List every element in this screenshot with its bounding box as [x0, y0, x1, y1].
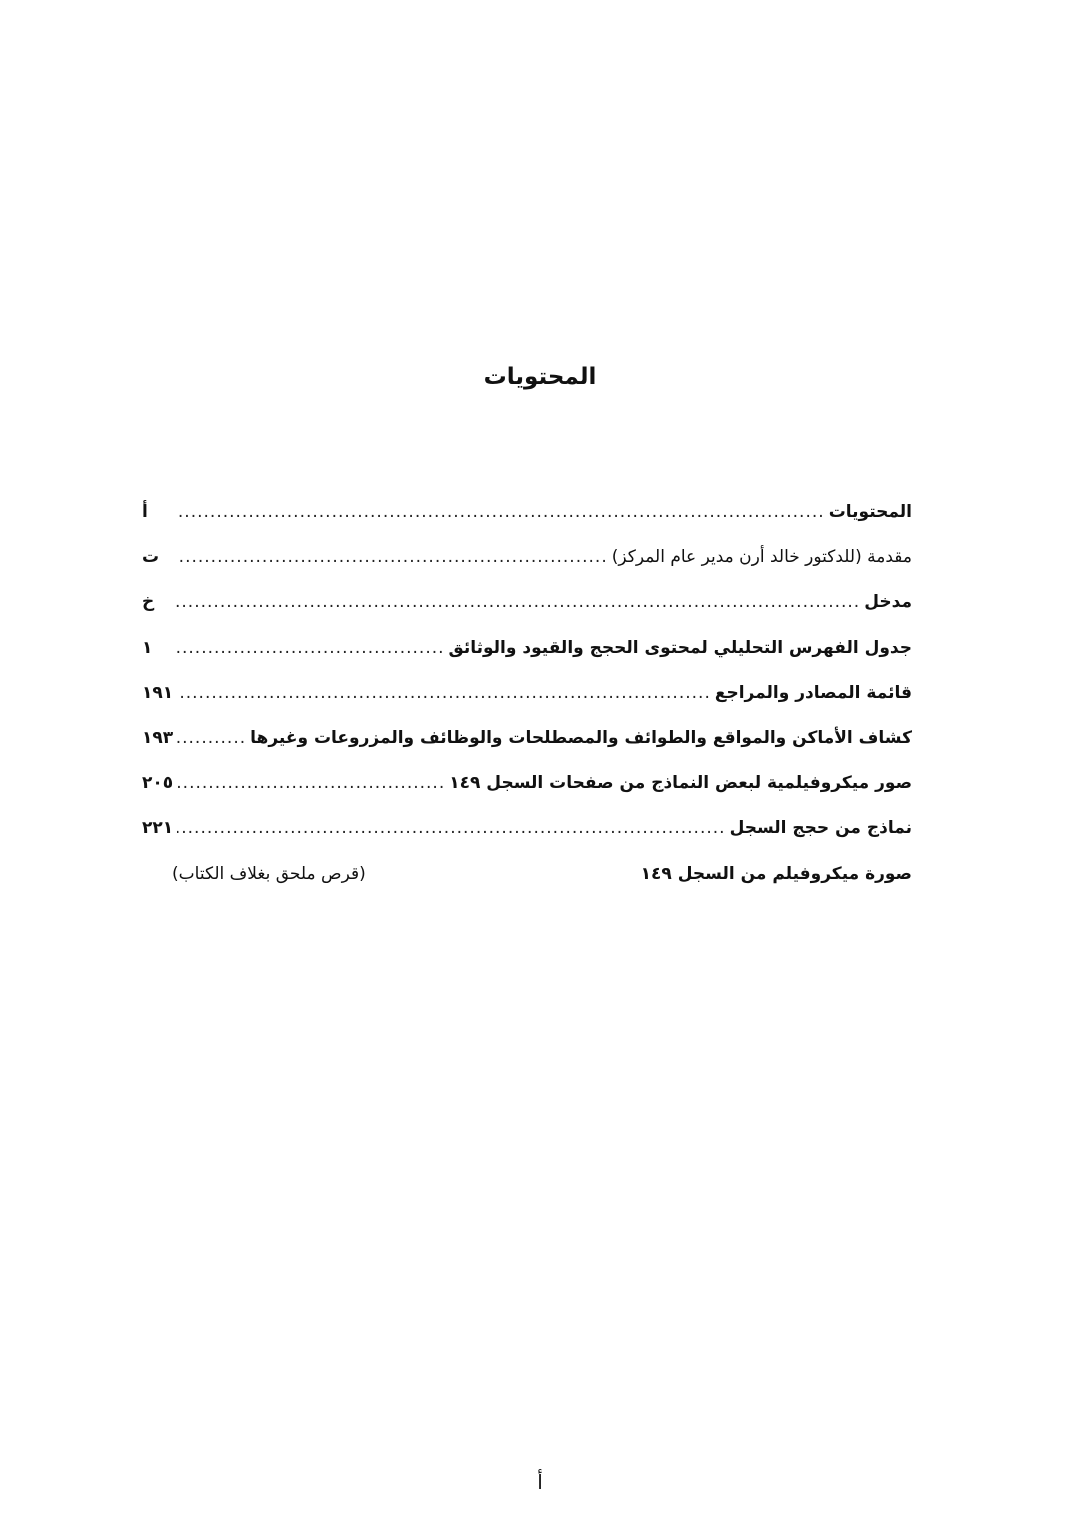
toc-entry-label: كشاف الأماكن والمواقع والطوائف والمصطلحات والوظائف والمزروعات وغيرها	[250, 727, 912, 748]
dot-leader	[176, 502, 825, 522]
toc-entry	[142, 592, 912, 637]
dot-leader	[177, 818, 725, 838]
toc-entry-page: أ	[142, 502, 148, 522]
toc-entry-note: (قرص ملحق بغلاف الكتاب)	[172, 863, 366, 884]
toc-entry-page: ١	[142, 637, 153, 658]
toc-entry-page: ٢٠٥	[142, 773, 174, 794]
dot-leader	[177, 683, 711, 703]
toc-entry-label: مدخل	[864, 592, 912, 613]
dot-leader	[176, 592, 860, 612]
dot-leader	[177, 773, 445, 793]
toc-entry-label: نماذج من حجج السجل	[729, 818, 912, 839]
toc-entry-label: جدول الفهرس التحليلي لمحتوى الحجج والقيود والوثائق	[448, 637, 912, 658]
toc-entry	[142, 818, 912, 863]
toc-entry-page: خ	[142, 592, 155, 613]
toc-entry	[142, 638, 912, 683]
toc-entry	[142, 547, 912, 592]
toc-entry	[142, 502, 912, 547]
dot-leader	[176, 547, 608, 567]
toc-entry	[142, 773, 912, 818]
toc-entry-page: ١٩٣	[142, 727, 174, 748]
table-of-contents	[142, 502, 912, 909]
toc-entry-label: مقدمة (للدكتور خالد أرن مدير عام المركز)	[611, 547, 912, 568]
toc-entry	[142, 728, 912, 773]
toc-entry-label: المحتويات	[828, 502, 912, 522]
toc-entry-page: ٢٢١	[142, 818, 174, 839]
toc-entry-page: ت	[142, 547, 160, 568]
toc-entry-label: صور ميكروفيلمية لبعض النماذج من صفحات السجل ١٤٩	[449, 773, 912, 794]
dot-leader	[176, 638, 445, 658]
page-title: المحتويات	[483, 364, 597, 390]
toc-entry-page: ١٩١	[142, 682, 174, 703]
toc-entry-supplement	[142, 864, 912, 909]
dot-leader	[177, 728, 246, 748]
toc-entry-label: قائمة المصادر والمراجع	[714, 682, 912, 703]
toc-entry-label: صورة ميكروفيلم من السجل ١٤٩	[640, 863, 912, 884]
page-number: أ	[537, 1470, 543, 1494]
toc-entry	[142, 683, 912, 728]
